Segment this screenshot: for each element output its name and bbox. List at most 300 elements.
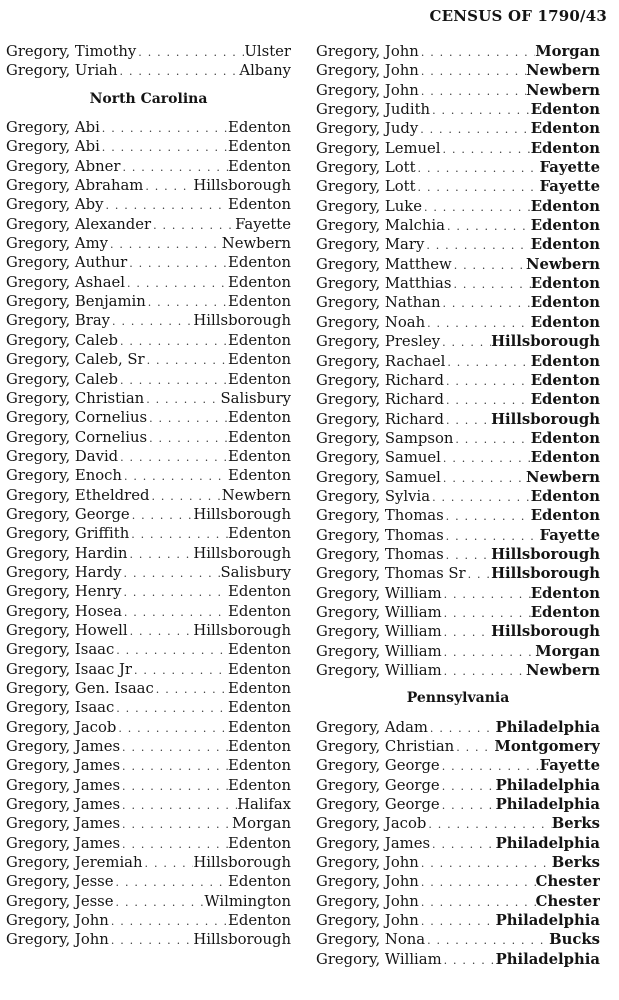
- entry-name: Gregory, Thomas: [316, 526, 444, 544]
- entry-name: Gregory, Sampson: [316, 429, 454, 447]
- entry-county: Edenton: [530, 391, 600, 409]
- leader-dots: [430, 104, 531, 117]
- leader-dots: [130, 509, 194, 522]
- entry-name: Gregory, Caleb: [6, 331, 119, 349]
- entry-name: Gregory, Malchia: [316, 217, 445, 235]
- leader-dots: [440, 780, 496, 793]
- entry-county: Edenton: [228, 293, 291, 311]
- entry-name: Gregory, James: [316, 834, 431, 852]
- entry-county: Hillsborough: [193, 312, 291, 330]
- census-entry: [316, 546, 600, 565]
- leader-dots: [442, 607, 531, 620]
- entry-name: Gregory, William: [316, 623, 442, 641]
- right-column: [316, 43, 600, 970]
- leader-dots: [125, 277, 228, 290]
- entry-name: Gregory, James: [6, 757, 121, 775]
- leader-dots: [149, 490, 221, 503]
- entry-county: Edenton: [530, 101, 600, 119]
- entry-county: Edenton: [530, 352, 600, 370]
- census-entry: [6, 351, 291, 370]
- leader-dots: [453, 433, 530, 446]
- entry-county: Hillsborough: [193, 621, 291, 639]
- leader-dots: [422, 201, 531, 214]
- leader-dots: [442, 588, 531, 601]
- entry-name: Gregory, James: [6, 738, 121, 756]
- entry-name: Gregory, Nona: [316, 931, 426, 949]
- page-header-title: CENSUS OF 1790/43: [429, 7, 607, 25]
- entry-name: Gregory, Adam: [316, 718, 428, 736]
- entry-name: Gregory, Howell: [6, 621, 128, 639]
- census-entry: [6, 254, 291, 273]
- entry-county: Salisbury: [220, 389, 291, 407]
- census-entry: [316, 527, 600, 546]
- left-column: [6, 43, 291, 951]
- entry-county: Edenton: [530, 139, 600, 157]
- census-entry: [316, 757, 600, 776]
- census-entry: [6, 719, 291, 738]
- leader-dots: [136, 46, 244, 59]
- entry-county: Edenton: [228, 157, 291, 175]
- census-entry: [6, 158, 291, 177]
- entry-name: Gregory, John: [6, 912, 109, 930]
- entry-name: Gregory, William: [316, 603, 442, 621]
- leader-dots: [442, 646, 536, 659]
- census-entry: [6, 564, 291, 583]
- census-entry: [316, 873, 600, 892]
- leader-dots: [444, 549, 491, 562]
- census-entry: [6, 177, 291, 196]
- entry-name: Gregory, Cornelius: [6, 409, 148, 427]
- leader-dots: [466, 568, 492, 581]
- leader-dots: [419, 85, 526, 98]
- entry-name: Gregory, Cornelius: [6, 428, 148, 446]
- leader-dots: [442, 665, 526, 678]
- entry-name: Gregory, William: [316, 642, 442, 660]
- census-entry: [316, 835, 600, 854]
- entry-county: Edenton: [228, 196, 291, 214]
- leader-dots: [444, 414, 491, 427]
- census-entry: [316, 159, 600, 178]
- entry-county: Salisbury: [220, 563, 291, 581]
- entry-county: Edenton: [228, 447, 291, 465]
- census-entry: [6, 293, 291, 312]
- leader-dots: [428, 722, 496, 735]
- entry-name: Gregory, Jacob: [6, 718, 117, 736]
- entry-county: Bucks: [549, 931, 600, 949]
- census-entry: [316, 719, 600, 738]
- census-entry: [6, 699, 291, 718]
- entry-county: Edenton: [530, 429, 600, 447]
- entry-name: Gregory, Amy: [6, 235, 108, 253]
- census-entry: [6, 854, 291, 873]
- census-entry: [6, 661, 291, 680]
- entry-name: Gregory, Samuel: [316, 468, 441, 486]
- census-entry: [316, 372, 600, 391]
- census-entry: [6, 487, 291, 506]
- census-entry: [316, 662, 600, 681]
- leader-dots: [122, 470, 228, 483]
- entry-name: Gregory, John: [316, 43, 419, 60]
- leader-dots: [419, 896, 536, 909]
- entry-county: Edenton: [530, 449, 600, 467]
- entry-name: Gregory, Lemuel: [316, 139, 441, 157]
- entry-county: Berks: [551, 854, 600, 872]
- census-entry: [6, 43, 291, 62]
- leader-dots: [419, 857, 552, 870]
- entry-name: Gregory, Christian: [6, 389, 145, 407]
- entry-name: Gregory, Abi: [6, 119, 100, 137]
- entry-name: Gregory, Rachael: [316, 352, 446, 370]
- leader-dots: [109, 915, 228, 928]
- entry-county: Fayette: [235, 215, 291, 233]
- section-heading-north-carolina: North Carolina: [89, 90, 208, 107]
- entry-name: Gregory, Sylvia: [316, 487, 431, 505]
- entry-county: Edenton: [530, 507, 600, 525]
- entry-name: Gregory, Christian: [316, 738, 455, 756]
- entry-county: Edenton: [530, 120, 600, 138]
- section-heading-pennsylvania: Pennsylvania: [406, 690, 510, 707]
- entry-county: Edenton: [228, 912, 291, 930]
- entry-name: Gregory, Lott: [316, 159, 416, 177]
- entry-county: Fayette: [539, 159, 600, 177]
- leader-dots: [419, 65, 526, 78]
- census-entry: [6, 912, 291, 931]
- leader-dots: [118, 65, 240, 78]
- leader-dots: [118, 335, 228, 348]
- leader-dots: [108, 238, 222, 251]
- census-entry: [316, 643, 600, 662]
- leader-dots: [118, 374, 228, 387]
- entry-county: Hillsborough: [193, 177, 291, 195]
- entry-county: Albany: [239, 62, 291, 80]
- entry-county: Philadelphia: [495, 912, 600, 930]
- leader-dots: [116, 722, 228, 735]
- entry-county: Edenton: [530, 197, 600, 215]
- census-entry: [6, 815, 291, 834]
- leader-dots: [416, 162, 540, 175]
- entry-county: Chester: [535, 873, 600, 891]
- census-entry: [6, 448, 291, 467]
- entry-county: Philadelphia: [495, 950, 600, 968]
- entry-name: Gregory, Griffith: [6, 525, 130, 543]
- census-entry: [6, 893, 291, 912]
- entry-name: Gregory, Richard: [316, 410, 444, 428]
- entry-county: Edenton: [228, 776, 291, 794]
- entry-name: Gregory, James: [6, 834, 121, 852]
- entry-name: Gregory, Isaac: [6, 641, 115, 659]
- entry-county: Philadelphia: [495, 796, 600, 814]
- leader-dots: [454, 741, 494, 754]
- entry-county: Fayette: [539, 757, 600, 775]
- entry-county: Edenton: [228, 718, 291, 736]
- leader-dots: [425, 934, 549, 947]
- census-entry: [6, 390, 291, 409]
- leader-dots: [419, 46, 535, 59]
- entry-county: Edenton: [228, 602, 291, 620]
- census-entry: [316, 294, 600, 313]
- census-entry: [6, 796, 291, 815]
- entry-county: Hillsborough: [491, 623, 600, 641]
- entry-county: Edenton: [228, 738, 291, 756]
- census-entry: [6, 873, 291, 892]
- leader-dots: [110, 315, 193, 328]
- leader-dots: [132, 664, 228, 677]
- entry-county: Edenton: [228, 409, 291, 427]
- census-entry: [6, 138, 291, 157]
- leader-dots: [103, 199, 228, 212]
- census-entry: [316, 565, 600, 584]
- census-entry: [6, 312, 291, 331]
- census-entry: [316, 178, 600, 197]
- entry-name: Gregory, Enoch: [6, 467, 122, 485]
- census-entry: [6, 931, 291, 950]
- leader-dots: [430, 491, 531, 504]
- entry-name: Gregory, Alexander: [6, 215, 152, 233]
- entry-county: Hillsborough: [491, 565, 600, 583]
- leader-dots: [120, 780, 228, 793]
- leader-dots: [441, 472, 526, 485]
- entry-county: Edenton: [530, 217, 600, 235]
- entry-name: Gregory, John: [316, 854, 419, 872]
- census-entry: [6, 506, 291, 525]
- entry-name: Gregory, John: [316, 62, 419, 80]
- census-entry: [6, 467, 291, 486]
- census-entry: [6, 583, 291, 602]
- entry-name: Gregory, Matthew: [316, 255, 452, 273]
- leader-dots: [154, 683, 228, 696]
- entry-county: Edenton: [228, 525, 291, 543]
- entry-name: Gregory, George: [316, 776, 440, 794]
- entry-county: Hillsborough: [491, 545, 600, 563]
- entry-name: Gregory, Richard: [316, 391, 444, 409]
- leader-dots: [122, 586, 229, 599]
- leader-dots: [146, 296, 228, 309]
- entry-name: Gregory, Uriah: [6, 62, 118, 80]
- leader-dots: [452, 259, 526, 272]
- census-entry: [316, 333, 600, 352]
- entry-name: Gregory, George: [6, 505, 130, 523]
- entry-name: Gregory, James: [6, 776, 121, 794]
- census-entry: [6, 777, 291, 796]
- leader-dots: [430, 838, 496, 851]
- entry-county: Newbern: [526, 468, 600, 486]
- entry-county: Edenton: [228, 254, 291, 272]
- entry-name: Gregory, Jesse: [6, 892, 114, 910]
- leader-dots: [143, 857, 194, 870]
- leader-dots: [444, 394, 531, 407]
- census-entry: [316, 469, 600, 488]
- census-entry: [6, 738, 291, 757]
- leader-dots: [451, 278, 530, 291]
- entry-name: Gregory, William: [316, 662, 442, 679]
- entry-name: Gregory, John: [316, 873, 419, 891]
- leader-dots: [127, 548, 193, 561]
- entry-name: Gregory, George: [316, 796, 440, 814]
- census-entry: [316, 604, 600, 623]
- leader-dots: [441, 452, 531, 465]
- leader-dots: [426, 818, 551, 831]
- entry-county: Edenton: [228, 428, 291, 446]
- census-entry: [6, 680, 291, 699]
- leader-dots: [118, 451, 228, 464]
- entry-name: Gregory, Abner: [6, 157, 121, 175]
- leader-dots: [100, 122, 228, 135]
- census-entry: [6, 371, 291, 390]
- entry-name: Gregory, Henry: [6, 583, 122, 601]
- leader-dots: [120, 741, 228, 754]
- census-entry: [316, 777, 600, 796]
- leader-dots: [120, 799, 237, 812]
- census-entry: [6, 622, 291, 641]
- census-entry: [316, 623, 600, 642]
- entry-name: Gregory, Hosea: [6, 602, 122, 620]
- entry-county: Edenton: [530, 487, 600, 505]
- entry-county: Chester: [535, 892, 600, 910]
- census-entry: [6, 62, 291, 81]
- census-entry: [6, 409, 291, 428]
- entry-county: Hillsborough: [193, 544, 291, 562]
- entry-county: Edenton: [228, 467, 291, 485]
- leader-dots: [424, 239, 530, 252]
- census-entry: [316, 391, 600, 410]
- entry-county: Hillsborough: [193, 931, 291, 949]
- leader-dots: [444, 375, 531, 388]
- entry-name: Gregory, Abraham: [6, 177, 144, 195]
- census-entry: [316, 101, 600, 120]
- census-entry: [316, 796, 600, 815]
- entry-county: Hillsborough: [193, 854, 291, 872]
- census-entry: [316, 912, 600, 931]
- leader-dots: [114, 896, 205, 909]
- entry-county: Edenton: [228, 699, 291, 717]
- entry-name: Gregory, James: [6, 815, 121, 833]
- leader-dots: [143, 180, 193, 193]
- entry-name: Gregory, Judy: [316, 120, 419, 138]
- entry-county: Philadelphia: [495, 776, 600, 794]
- entry-name: Gregory, James: [6, 796, 121, 814]
- entry-name: Gregory, Luke: [316, 197, 422, 215]
- census-entry: [6, 757, 291, 776]
- entry-county: Newbern: [526, 662, 600, 679]
- leader-dots: [416, 181, 540, 194]
- leader-dots: [147, 412, 228, 425]
- leader-dots: [120, 838, 228, 851]
- leader-dots: [114, 644, 228, 657]
- entry-name: Gregory, Nathan: [316, 294, 441, 312]
- entry-name: Gregory, Thomas: [316, 507, 444, 525]
- entry-county: Morgan: [232, 815, 291, 833]
- entry-name: Gregory, John: [6, 931, 109, 949]
- census-entry: [316, 951, 600, 970]
- entry-name: Gregory, Lott: [316, 178, 416, 196]
- entry-county: Edenton: [228, 873, 291, 891]
- entry-county: Ulster: [244, 43, 291, 60]
- entry-county: Edenton: [228, 331, 291, 349]
- leader-dots: [440, 799, 496, 812]
- entry-name: Gregory, John: [316, 912, 419, 930]
- census-entry: [316, 585, 600, 604]
- leader-dots: [100, 141, 228, 154]
- leader-dots: [445, 356, 530, 369]
- entry-name: Gregory, Abi: [6, 138, 100, 156]
- entry-name: Gregory, Richard: [316, 371, 444, 389]
- census-entry: [6, 216, 291, 235]
- leader-dots: [120, 161, 228, 174]
- entry-name: Gregory, Bray: [6, 312, 111, 330]
- leader-dots: [122, 567, 221, 580]
- leader-dots: [109, 934, 194, 947]
- leader-dots: [144, 393, 220, 406]
- entry-name: Gregory, Caleb: [6, 370, 119, 388]
- leader-dots: [127, 257, 228, 270]
- entry-county: Edenton: [530, 236, 600, 254]
- entry-county: Edenton: [228, 660, 291, 678]
- entry-county: Edenton: [228, 370, 291, 388]
- census-entry: [316, 411, 600, 430]
- entry-name: Gregory, Authur: [6, 254, 128, 272]
- entry-name: Gregory, Isaac Jr: [6, 660, 132, 678]
- leader-dots: [145, 354, 228, 367]
- entry-county: Edenton: [530, 313, 600, 331]
- entry-name: Gregory, Caleb, Sr: [6, 351, 145, 369]
- leader-dots: [444, 530, 540, 543]
- leader-dots: [442, 626, 491, 639]
- entry-name: Gregory, Isaac: [6, 699, 115, 717]
- census-entry: [316, 738, 600, 757]
- census-entry: [316, 854, 600, 873]
- entry-county: Newbern: [221, 486, 291, 504]
- census-entry: [316, 815, 600, 834]
- entry-name: Gregory, Mary: [316, 236, 425, 254]
- entry-county: Hillsborough: [491, 333, 600, 351]
- entry-county: Edenton: [228, 273, 291, 291]
- census-entry: [316, 488, 600, 507]
- entry-name: Gregory, Benjamin: [6, 293, 146, 311]
- leader-dots: [120, 818, 232, 831]
- census-entry: [316, 449, 600, 468]
- entry-name: Gregory, Presley: [316, 333, 441, 351]
- census-entry: [316, 256, 600, 275]
- census-entry: [316, 198, 600, 217]
- entry-county: Edenton: [228, 680, 291, 697]
- entry-county: Edenton: [530, 371, 600, 389]
- entry-county: Edenton: [530, 584, 600, 602]
- entry-name: Gregory, Ashael: [6, 273, 126, 291]
- entry-name: Gregory, Hardin: [6, 544, 128, 562]
- leader-dots: [445, 220, 531, 233]
- census-entry: [6, 274, 291, 293]
- entry-name: Gregory, Jacob: [316, 815, 427, 833]
- census-entry: [6, 119, 291, 138]
- leader-dots: [147, 432, 228, 445]
- entry-name: Gregory, John: [316, 892, 419, 910]
- entry-county: Newbern: [526, 255, 600, 273]
- entry-name: Gregory, Noah: [316, 313, 426, 331]
- census-entry: [316, 217, 600, 236]
- entry-county: Edenton: [228, 138, 291, 156]
- entry-name: Gregory, Gen. Isaac: [6, 680, 154, 697]
- entry-county: Morgan: [535, 43, 600, 60]
- leader-dots: [419, 915, 496, 928]
- leader-dots: [128, 625, 194, 638]
- census-entry: [6, 641, 291, 660]
- leader-dots: [151, 219, 235, 232]
- leader-dots: [129, 528, 228, 541]
- entry-name: Gregory, Jeremiah: [6, 854, 143, 872]
- entry-name: Gregory, Hardy: [6, 563, 122, 581]
- entry-county: Halifax: [237, 796, 291, 814]
- census-entry: [316, 236, 600, 255]
